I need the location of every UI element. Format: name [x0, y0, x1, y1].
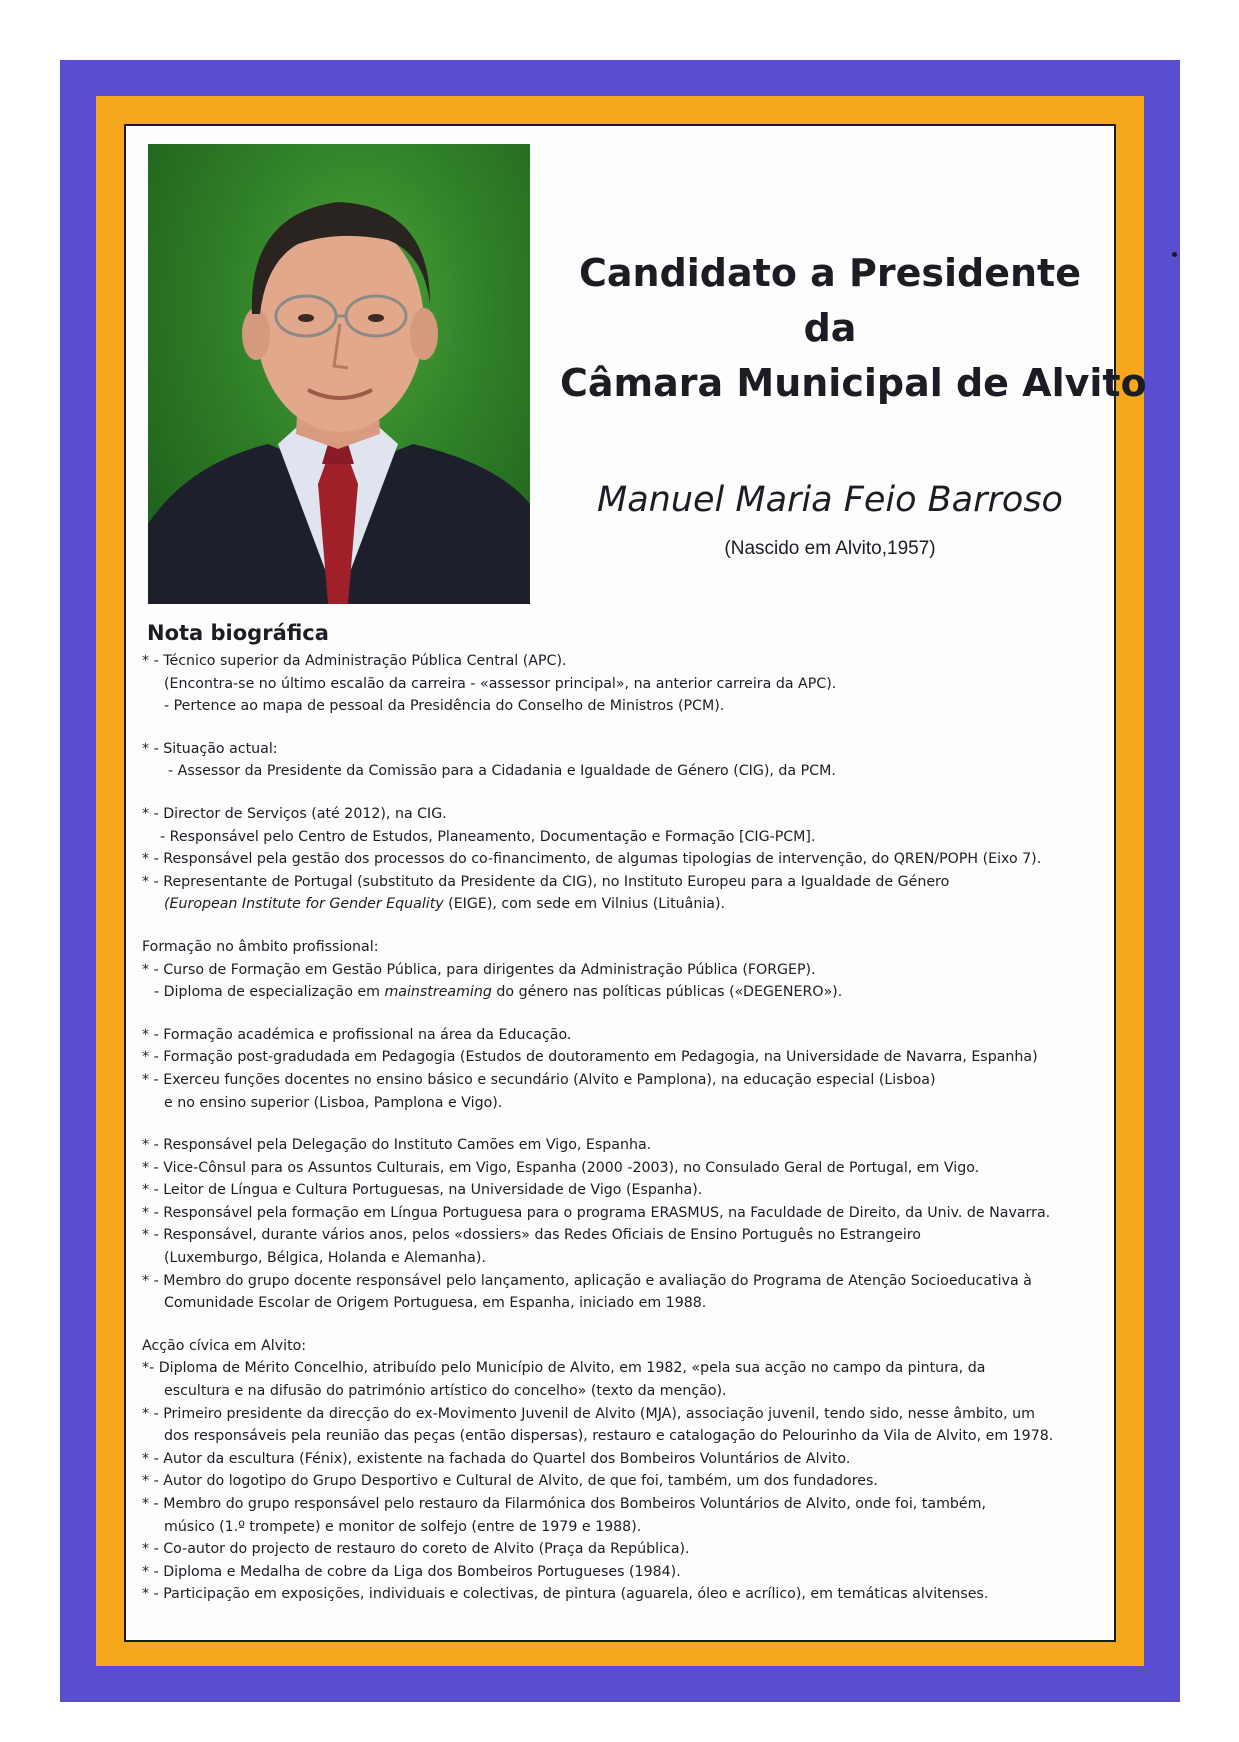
section-label: Formação no âmbito profissional: [142, 938, 379, 955]
bio-line: - Responsável pelo Centro de Estudos, Planeamento, Documentação e Formação [CIG-PCM]. [160, 828, 816, 845]
birth-info: (Nascido em Alvito,1957) [724, 538, 936, 559]
bio-text: (EIGE), com sede em Vilnius (Lituânia). [443, 896, 726, 913]
bio-text: - Diploma de especialização em [154, 984, 385, 1001]
bio-line: * - Membro do grupo responsável pelo restauro da Filarmónica dos Bombeiros Voluntários de Alvito, onde foi, também, [142, 1496, 986, 1512]
candidate-name: Manuel Maria Feio Barroso [597, 480, 1063, 520]
bio-line: * - Responsável pela formação em Língua Portuguesa para o programa ERASMUS, na Faculdade de Direito, da Univ. de Navarra. [142, 1204, 1051, 1221]
portrait-icon [148, 144, 530, 604]
bio-line: * - Co-autor do projecto de restauro do coreto de Alvito (Praça da República). [142, 1541, 690, 1558]
bio-line: (Luxemburgo, Bélgica, Holanda e Alemanha). [164, 1250, 486, 1267]
bio-line: * - Director de Serviços (até 2012), na CIG. [142, 805, 447, 822]
bio-line: * - Curso de Formação em Gestão Pública, para dirigentes da Administração Pública (FORGEP). [142, 961, 816, 978]
bio-line: músico (1.º trompete) e monitor de solfejo (entre de 1979 e 1988). [164, 1518, 642, 1535]
title-line-3: Câmara Municipal de Alvito [560, 361, 1147, 405]
bio-line: * - Leitor de Língua e Cultura Portuguesas, na Universidade de Vigo (Espanha). [142, 1182, 703, 1199]
bio-line [142, 893, 1112, 916]
title-line-1: Candidato a Presidente [579, 251, 1081, 295]
bio-line: * - Formação académica e profissional na área da Educação. [142, 1026, 572, 1043]
bio-italic: mainstreaming [384, 984, 492, 1001]
bio-line: e no ensino superior (Lisboa, Pamplona e Vigo). [164, 1094, 503, 1111]
title-line-2: da [803, 306, 857, 350]
bio-line: * - Autor do logotipo do Grupo Desportivo e Cultural de Alvito, de que foi, também, um dos fundadores. [142, 1473, 878, 1490]
bio-line: * - Responsável pela Delegação do Instituto Camões em Vigo, Espanha. [142, 1137, 652, 1154]
bio-line: * - Participação em exposições, individuais e colectivas, de pintura (aguarela, óleo e acrílico), em temáticas alvitenses. [142, 1586, 989, 1603]
bio-line: dos responsáveis pela reunião das peças (então dispersas), restauro e catalogação do Pelourinho da Vila de Alvito, em 1978. [164, 1428, 1054, 1445]
bio-line: * - Diploma e Medalha de cobre da Liga dos Bombeiros Portugueses (1984). [142, 1563, 681, 1580]
bio-line: * - Exerceu funções docentes no ensino básico e secundário (Alvito e Pamplona), na educação especial (Lisboa) [142, 1071, 936, 1088]
scan-speck [1172, 252, 1177, 257]
bio-line: * - Autor da escultura (Fénix), existente na fachada do Quartel dos Bombeiros Voluntários de Alvito. [142, 1450, 851, 1467]
portrait-photo [148, 144, 530, 604]
bio-line: * - Representante de Portugal (substituto da Presidente da CIG), no Instituto Europeu para a Igualdade de Género [142, 873, 950, 890]
biography-section [142, 618, 1112, 1606]
bio-line: * - Formação post-gradudada em Pedagogia (Estudos de doutoramento em Pedagogia, na Universidade de Navarra, Espanha) [142, 1049, 1038, 1066]
bio-line: * - Situação actual: [142, 740, 278, 757]
section-label: Acção cívica em Alvito: [142, 1337, 307, 1354]
bio-line: *- Diploma de Mérito Concelhio, atribuído pelo Município de Alvito, em 1982, «pela sua acção no campo da pintura, da [142, 1360, 986, 1377]
bio-line: - Assessor da Presidente da Comissão para a Cidadania e Igualdade de Género (CIG), da PCM. [168, 763, 836, 780]
bio-line: * - Vice-Cônsul para os Assuntos Culturais, em Vigo, Espanha (2000 -2003), no Consulado Geral de Portugal, em Vigo. [142, 1159, 980, 1176]
page-title [560, 246, 1147, 411]
bio-line [142, 981, 1112, 1004]
bio-line: (Encontra-se no último escalão da carreira - «assessor principal», na anterior carreira da APC). [164, 675, 837, 692]
bio-text: do género nas políticas públicas («DEGENERO»). [491, 984, 843, 1001]
bio-line: * - Primeiro presidente da direcção do ex-Movimento Juvenil de Alvito (MJA), associação juvenil, tendo sido, nesse âmbito, um [142, 1405, 1035, 1422]
bio-line: * - Responsável, durante vários anos, pelos «dossiers» das Redes Oficiais de Ensino Português no Estrangeiro [142, 1227, 921, 1244]
biography-heading: Nota biográfica [147, 621, 329, 645]
bio-line: * - Técnico superior da Administração Pública Central (APC). [142, 653, 567, 669]
bio-line: * - Responsável pela gestão dos processos do co-financimento, de algumas tipologias de intervenção, do QREN/POPH (Eixo 7). [142, 851, 1042, 868]
bio-line: escultura e na difusão do património artístico do concelho» (texto da menção). [164, 1383, 727, 1400]
bio-line: - Pertence ao mapa de pessoal da Presidência do Conselho de Ministros (PCM). [164, 698, 725, 715]
bio-line: * - Membro do grupo docente responsável pelo lançamento, aplicação e avaliação do Programa de Atenção Socioeducativa à [142, 1272, 1032, 1289]
bio-line: Comunidade Escolar de Origem Portuguesa, em Espanha, iniciado em 1988. [164, 1295, 707, 1312]
bio-italic: (European Institute for Gender Equality [164, 896, 444, 913]
